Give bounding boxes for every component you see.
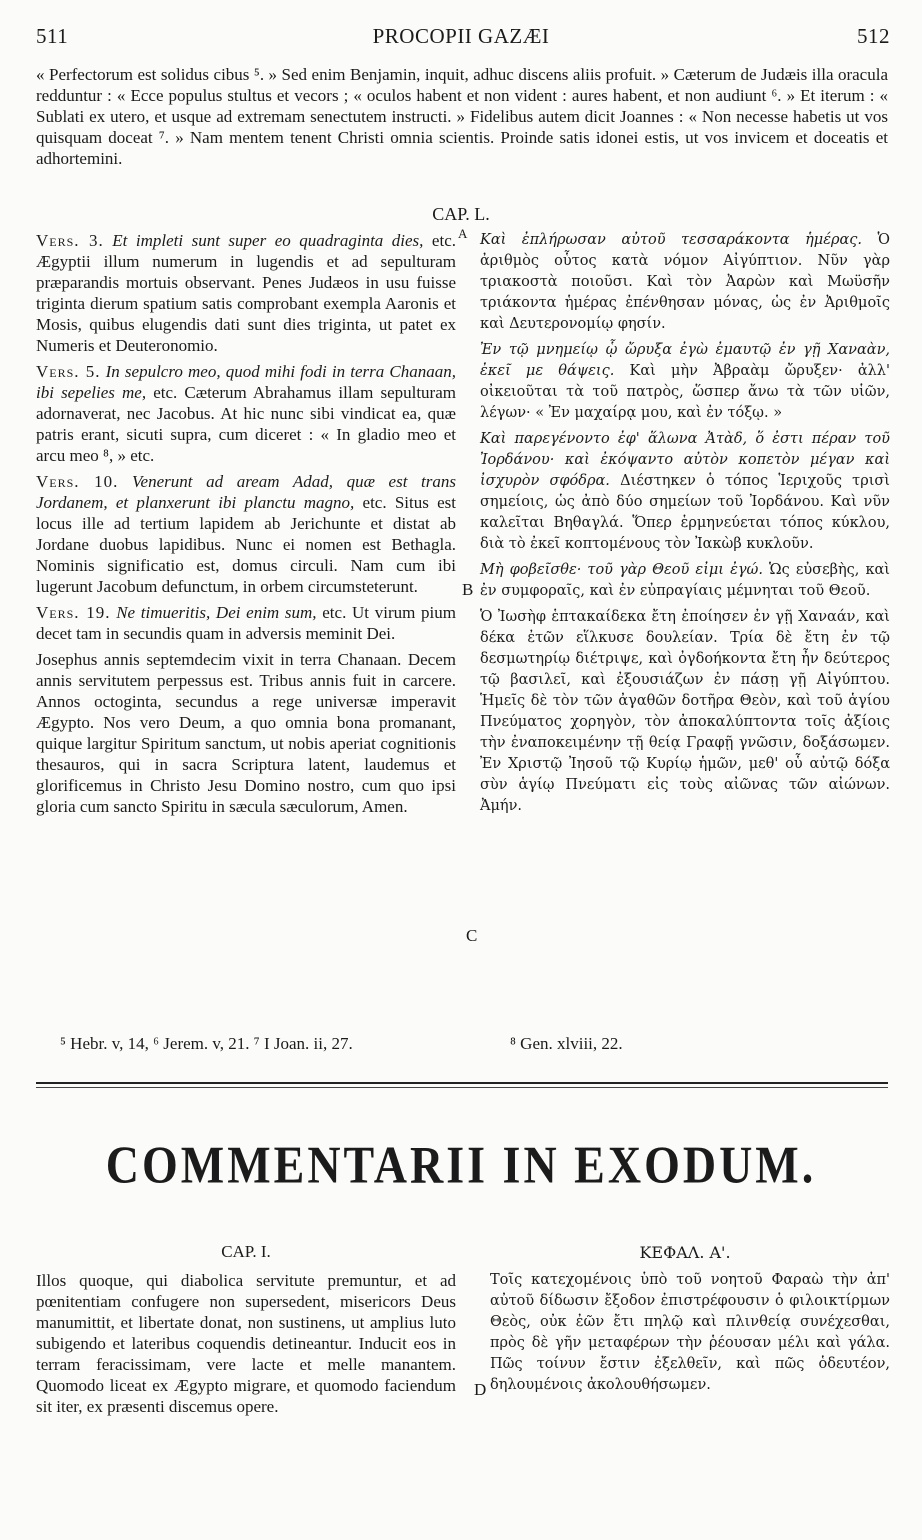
latin-paragraph (36, 361, 456, 466)
section-right-text: Τοῖς κατεχομένοις ὑπὸ τοῦ νοητοῦ Φαραὼ τὴν ἀπ' αὐτοῦ δίδωσιν ἔξοδον ἐπιστρέφουσιν ὁ φιλοικτίρμων Θεὸς, οὐκ ἐῶν ἔτι πηλῷ καὶ πλινθείᾳ συνέχεσθαι, πρὸς δὲ γῆν μεταφέρων τὴν ῥέουσαν μέλι καὶ γάλα. Πῶς τοίνυν ἔστιν ἐξελθεῖν, καὶ πῶς ὁδευτέον, δηλουμένοις ἀκολουθήσωμεν. (490, 1272, 890, 1393)
latin-paragraph (36, 602, 456, 644)
margin-letter-c: C (466, 926, 478, 945)
margin-letter-a: A (458, 226, 468, 241)
latin-column (36, 230, 456, 822)
greek-column (480, 230, 890, 822)
section-divider-thin (36, 1087, 888, 1088)
verse-commentary: Josephus annis septemdecim vixit in terra Chanaan. Decem annis servitutem perpessus est. Tribus annis fuit in carcere. Annos octoginta, secundus a rege universæ imperavit Ægypto. Nos vero Deum, a quo omnia bona promanant, quique largitur Spiritum sanctum, ut nobis aperiat cognitionis thesauros, qui in sacra Scriptura latent, laudemus et glorificemus in Christo Jesu Domino nostro, cum quo ipsi gloria cum sancto Spiritu in sæcula sæculorum, Amen. (36, 650, 456, 816)
greek-quote: Καὶ ἐπλήρωσαν αὐτοῦ τεσσαράκοντα ἡμέρας. (480, 232, 863, 248)
footnotes-left: ⁵ Hebr. v, 14, ⁶ Jerem. v, 21. ⁷ I Joan. ii, 27. (60, 1034, 353, 1053)
intro-paragraph: « Perfectorum est solidus cibus ⁵. » Sed enim Benjamin, inquit, adhuc discens aliis profuit. » Cæterum de Judæis illa oracula redduntur : « Ecce populus stultus et vecors ; « oculos habent et non vident : aures habent, et non audiunt ⁶. » Et iterum : « Sublati ex utero, et usque ad extremam senectutem instructi. » Fidelibus autem dicit Joannes : « Non necesse habetis ut vos quisquam doceat ⁷. » Nam mentem tenent Christi omnia scientis. Proinde satis idonei estis, ut vos invicem et doceatis et adhortemini. (36, 65, 888, 168)
greek-paragraph (480, 340, 890, 424)
verse-commentary: etc. Situs est locus ille ad tertium lapidem ab Jerichunte et distat ab Jordane duobus lapidibus. Nunc ei nomen est Bethagla. Nominis significatio est, domus circuli. Nam cum ibi lugerunt Jacobum defunctum, in orbem circumsteterunt. (36, 493, 457, 596)
greek-paragraph (480, 230, 890, 335)
verse-label: Vers. 3. (36, 231, 104, 250)
latin-paragraph (36, 230, 456, 356)
greek-paragraph (480, 429, 890, 555)
verse-commentary: etc. Cæterum Abrahamus illam sepulturam adornaverat, nec Jacobus. At hic nunc sibi vindicat ea, quæ patris erant, sicuti supra, cum diceret : « In gladio meo et arcu meo ⁸, » etc. (36, 383, 456, 465)
chapter-heading: CAP. L. (432, 204, 490, 224)
greek-commentary: Ὡς εὐσεβὴς, καὶ ἐν συμφοραῖς, καὶ ἐν εὐπραγίαις μέμνηται τοῦ Θεοῦ. (480, 562, 890, 599)
verse-label: Vers. 5. (36, 362, 101, 381)
page-number-right: 512 (857, 24, 890, 48)
verse-quote: Et impleti sunt super eo quadraginta dies, (112, 231, 424, 250)
greek-quote: Καὶ παρεγένοντο ἐφ' ἅλωνα Ἀτὰδ, ὅ ἐστι πέραν τοῦ Ἰορδάνου· καὶ ἐκόψαντο αὐτὸν κοπετὸν μέγαν καὶ ἰσχυρὸν σφόδρα. (480, 431, 890, 489)
footnotes-right: ⁸ Gen. xlviii, 22. (510, 1034, 623, 1053)
margin-letter-d: D (474, 1380, 487, 1399)
verse-quote: In sepulcro meo, quod mihi fodi in terra Chanaan, ibi sepelies me, (36, 362, 456, 402)
greek-paragraph (480, 607, 890, 817)
running-title: PROCOPII GAZÆI (372, 24, 550, 48)
greek-commentary: Διέστηκεν ὁ τόπος Ἱεριχοῦς τρισὶ σημείοις, ὡς ἀπὸ δύο σημείων τοῦ Ἰορδάνου. Καὶ νῦν καλεῖται Βηθαγλά. Ὅπερ ἑρμηνεύεται τόπος κύκλου, διὰ τὸ ἐκεῖ κοπτομένους τὸν Ἰακὼβ κυκλοῦν. (480, 473, 890, 552)
verse-quote: Venerunt ad aream Adad, quæ est trans Jordanem, et planxerunt ibi planctu magno, (36, 472, 456, 512)
section-left-heading: CAP. I. (221, 1242, 271, 1261)
greek-commentary: Ὁ Ἰωσὴφ ἑπτακαίδεκα ἔτη ἐποίησεν ἐν γῇ Χαναάν, καὶ δέκα ἐτῶν εἵλκυσε δουλείαν. Τρία δὲ ἔτη ἐν τῷ δεσμωτηρίῳ διέτριψε, καὶ ὀγδοήκοντα ἔτη ἦν δεύτερος τῷ βασιλεῖ, καὶ ἐξουσιάζων ἐν πάσῃ γῇ Αἰγύπτου. Ἡμεῖς δὲ τὸν τῶν ἀγαθῶν δοτῆρα Θεὸν, καὶ τοῦ ἁγίου Πνεύματος χορηγὸν, τὸν ἀποκαλύπτοντα τοῖς ἀξίοις τὴν ἐναποκειμένην τῇ θείᾳ Γραφῇ γνῶσιν, δοξάσωμεν. Ἐν Χριστῷ Ἰησοῦ τῷ Κυρίῳ ἡμῶν, μεθ' οὗ αὐτῷ δόξα σὺν ἁγίῳ Πνεύματι εἰς τοὺς αἰῶνας τῶν αἰώνων. Ἀμήν. (480, 609, 890, 814)
page-number-left: 511 (36, 24, 69, 48)
latin-paragraph (36, 649, 456, 817)
greek-commentary: Ὁ ἀριθμὸς οὗτος κατὰ νόμον Αἰγύπτιον. Νῦν γὰρ τριακοστὰ ποιοῦσι. Καὶ τὸν Ἀαρὼν καὶ Μωϋσῆν τριάκοντα ἡμέρας ἐπένθησαν μόνας, ὡς ἐν Ἀριθμοῖς καὶ Δευτερονομίῳ φησίν. (480, 232, 890, 332)
section-title: COMMENTARII IN EXODUM. (105, 1135, 817, 1194)
greek-quote: Ἐν τῷ μνημείῳ ᾧ ὤρυξα ἐγὼ ἐμαυτῷ ἐν γῇ Χαναὰν, ἐκεῖ με θάψεις. (480, 342, 890, 379)
greek-quote: Μὴ φοβεῖσθε· τοῦ γὰρ Θεοῦ εἰμι ἐγώ. (480, 562, 763, 578)
section-left-text: Illos quoque, qui diabolica servitute premuntur, et ad pœnitentiam confugere non supersedent, misericors Deus manumittit, et libertate donat, non sustinens, ut amplius luto subigendo et lateribus coquendis detineantur. Inducit eos in terram feracissimam, vere lacte et melle manantem. Quomodo liceat ex Ægypto migrare, et quomodo faciendum sit iter, ex præsenti discemus opere. (36, 1271, 456, 1416)
verse-quote: Ne timueritis, Dei enim sum, (116, 603, 317, 622)
margin-letter-b: B (462, 580, 474, 599)
verse-label: Vers. 10. (36, 472, 119, 491)
verse-commentary: etc. Ut virum pium decet tam in secundis quam in adversis meminit Dei. (36, 603, 456, 643)
greek-paragraph (480, 560, 890, 602)
verse-label: Vers. 19. (36, 603, 111, 622)
section-right-heading: ΚΕΦΑΛ. Α'. (639, 1243, 731, 1262)
section-divider (36, 1082, 888, 1084)
verse-commentary: etc. Ægyptii illum numerum in lugendis et ad sepulturam præparandis mortuis observant. Penes Judæos in usu fuisse triginta dierum spatium satis comprobant exempla Aaronis et Mosis, quibus elugendis dati sunt dies triginta, ut patet ex Numeris et Deuteronomio. (36, 231, 456, 355)
latin-paragraph (36, 471, 456, 597)
greek-commentary: Καὶ μὴν Ἀβραὰμ ὤρυξεν· ἀλλ' οἰκειοῦται τὰ τοῦ πατρὸς, ὥσπερ ἄνω τὰ τῶν υἱῶν, λέγων· « Ἐν μαχαίρᾳ μου, καὶ ἐν τόξῳ. » (480, 363, 890, 421)
